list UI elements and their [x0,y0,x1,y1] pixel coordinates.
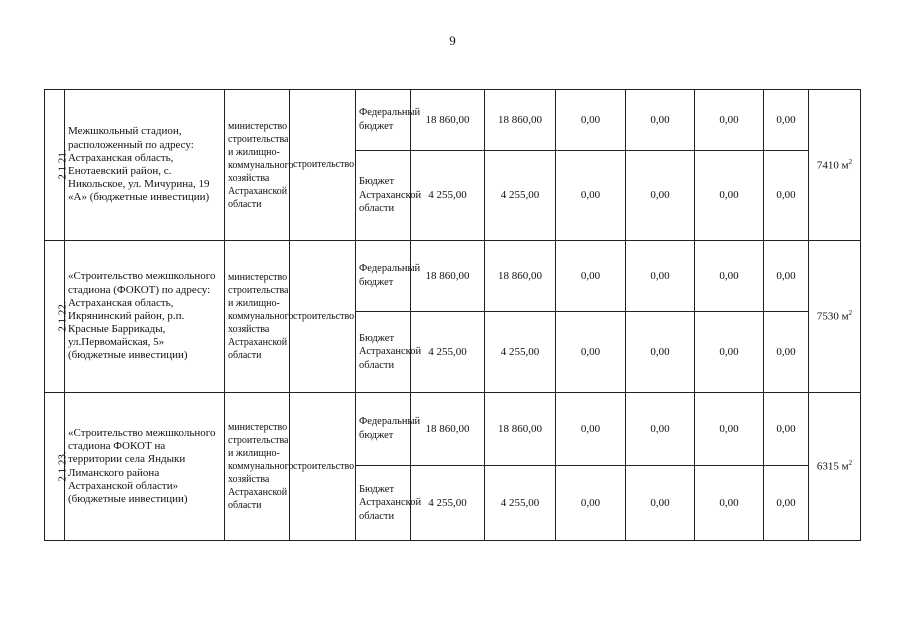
row-code: 2.1.21. [56,149,69,180]
row-code-cell [45,393,69,541]
value-cell: 0,00 [764,90,809,151]
area-unit-exponent: 2 [848,459,853,468]
stadium-area [809,90,861,241]
value-cell: 18 860,00 [485,90,556,151]
value-cell: 18 860,00 [411,241,485,312]
area-value: 7530 м [816,310,849,323]
funding-source: Федеральный бюджет [356,393,411,466]
value-cell: 0,00 [695,90,764,151]
work-category: строительство [290,90,356,241]
funding-source: Бюджет Астраханской области [356,151,411,241]
value-cell: 0,00 [695,312,764,393]
value-cell: 0,00 [626,241,695,312]
row-code-cell [45,241,69,393]
funding-source: Федеральный бюджет [356,90,411,151]
area-unit-exponent: 2 [848,309,853,318]
value-cell: 4 255,00 [411,312,485,393]
value-cell: 0,00 [695,151,764,241]
area-unit-exponent: 2 [848,157,853,166]
stadium-area [809,241,861,393]
value-cell: 0,00 [626,393,695,466]
value-cell: 0,00 [626,466,695,541]
funding-source: Бюджет Астраханской области [356,466,411,541]
project-description: Межшкольный стадион, расположенный по адресу: Астраханская область, Енотаевский район, с. Никольское, ул. Мичурина, 19 «А» (бюджетные инвестиции) [65,90,225,241]
row-code: 2.1.22. [56,301,69,332]
value-cell: 0,00 [764,312,809,393]
work-category: строительство [290,241,356,393]
value-cell: 4 255,00 [411,466,485,541]
value-cell: 4 255,00 [411,151,485,241]
funding-source: Бюджет Астраханской области [356,312,411,393]
value-cell: 0,00 [695,393,764,466]
table-row [45,90,861,151]
work-category: строительство [290,393,356,541]
value-cell: 0,00 [556,393,626,466]
project-description: «Строительство межшкольного стадиона (ФОКОТ) по адресу: Астраханская область, Икрянинский район, р.п. Красные Баррикады, ул.Первомайская, 5» (бюджетные инвестиции) [65,241,225,393]
area-value: 7410 м [816,159,849,172]
value-cell: 4 255,00 [485,466,556,541]
value-cell: 0,00 [764,466,809,541]
value-cell: 0,00 [626,90,695,151]
value-cell: 18 860,00 [411,90,485,151]
project-description: «Строительство межшкольного стадиона ФОКОТ на территории села Яндыки Лиманского района Астраханской области» (бюджетные инвестиции) [65,393,225,541]
row-code-cell [45,90,69,241]
area-value: 6315 м [816,460,849,473]
value-cell: 0,00 [626,151,695,241]
value-cell: 0,00 [556,466,626,541]
value-cell: 18 860,00 [485,241,556,312]
table-row [45,393,861,466]
value-cell: 0,00 [556,241,626,312]
value-cell: 0,00 [764,393,809,466]
value-cell: 18 860,00 [485,393,556,466]
value-cell: 18 860,00 [411,393,485,466]
responsible-ministry: министерство строительства и жилищно-коммунального хозяйства Астраханской области [225,241,290,393]
table-row [45,241,861,312]
responsible-ministry: министерство строительства и жилищно-коммунального хозяйства Астраханской области [225,90,290,241]
page-number: 9 [449,33,456,48]
value-cell: 0,00 [556,312,626,393]
responsible-ministry: министерство строительства и жилищно-коммунального хозяйства Астраханской области [225,393,290,541]
value-cell: 0,00 [626,312,695,393]
value-cell: 0,00 [556,90,626,151]
budget-table [44,89,861,541]
value-cell: 0,00 [695,241,764,312]
row-code: 2.1.23. [56,451,69,482]
funding-source: Федеральный бюджет [356,241,411,312]
value-cell: 0,00 [764,241,809,312]
value-cell: 4 255,00 [485,312,556,393]
value-cell: 4 255,00 [485,151,556,241]
value-cell: 0,00 [556,151,626,241]
value-cell: 0,00 [764,151,809,241]
value-cell: 0,00 [695,466,764,541]
stadium-area [809,393,861,541]
